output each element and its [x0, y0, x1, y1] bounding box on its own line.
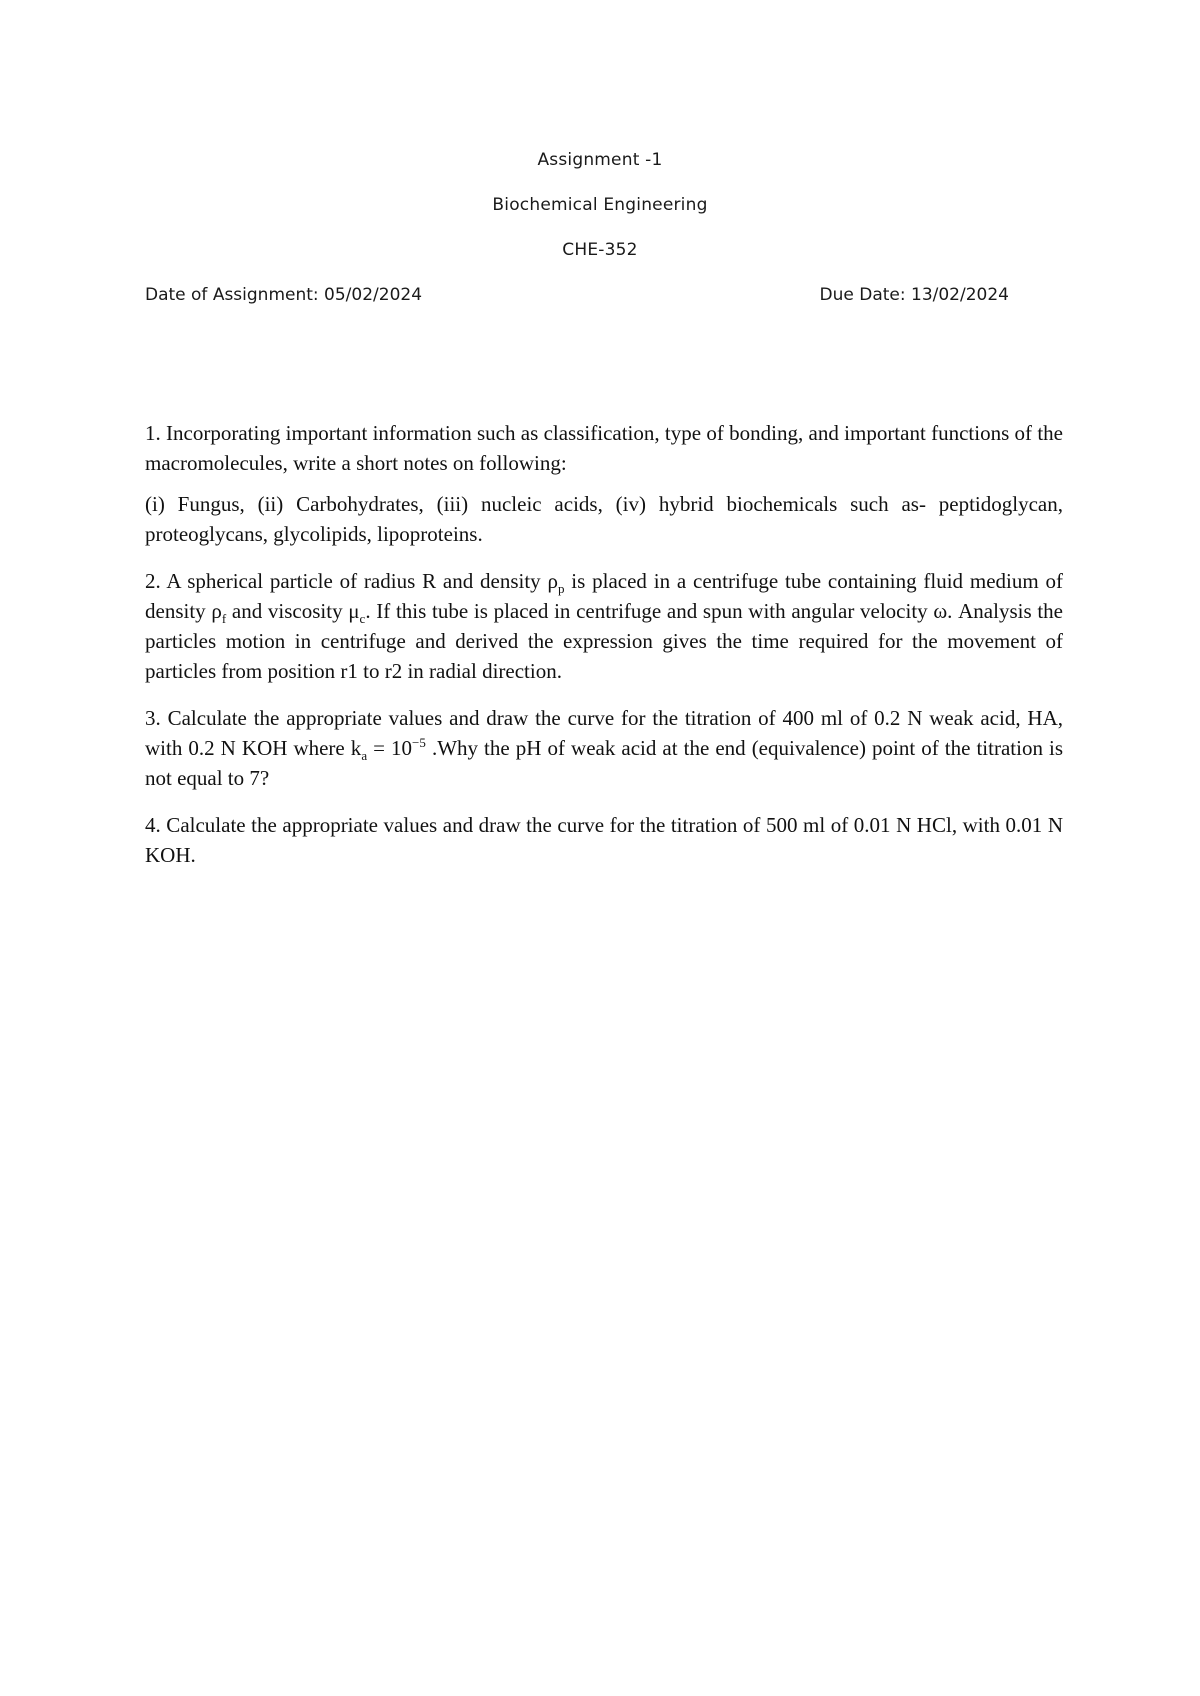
question-2	[145, 566, 1063, 686]
assignment-title: Assignment -1	[537, 150, 663, 170]
subscript-c: c	[359, 611, 366, 627]
question-4: 4. Calculate the appropriate values and draw the curve for the titration of 500 ml of 0.01 N HCl, with 0.01 N KOH.	[145, 813, 1063, 867]
question-2-text: is placed in a centrifuge tube containing fluid medium of density ρ	[145, 569, 1063, 623]
subject-name: Biochemical Engineering	[492, 195, 708, 215]
question-1-items: (i) Fungus, (ii) Carbohydrates, (iii) nucleic acids, (iv) hybrid biochemicals such as- peptidoglycan, proteoglycans, glycolipids, lipoproteins.	[145, 492, 1063, 546]
question-3-text: = 10	[367, 736, 413, 760]
question-3	[145, 703, 1063, 793]
subscript-f: f	[221, 611, 227, 627]
question-2-text: 2. A spherical particle of radius R and density ρ	[145, 569, 558, 593]
question-3-text: .Why the pH of weak acid at the end (equivalence) point of the titration is not equal to 7?	[145, 736, 1064, 790]
question-1: 1. Incorporating important information such as classification, type of bonding, and important functions of the macromolecules, write a short notes on following:	[145, 421, 1063, 475]
course-code: CHE-352	[562, 240, 638, 260]
question-2-text: . If this tube is placed in centrifuge and spun with angular velocity ω. Analysis the particles motion in centrifuge and derived the expression gives the time required for the movement of particles from position r1 to r2 in radial direction.	[145, 599, 1063, 683]
exponent: −5	[412, 735, 426, 750]
due-date: Due Date: 13/02/2024	[819, 285, 1009, 305]
subscript-a: a	[361, 748, 368, 764]
questions-list	[145, 418, 1063, 887]
date-of-assignment: Date of Assignment: 05/02/2024	[145, 285, 423, 305]
subscript-p: p	[557, 581, 565, 597]
question-2-text: and viscosity μ	[226, 599, 360, 623]
question-3-text: 3. Calculate the appropriate values and draw the curve for the titration of 400 ml of 0.2 N weak acid, HA, with 0.2 N KOH where k	[145, 706, 1063, 760]
